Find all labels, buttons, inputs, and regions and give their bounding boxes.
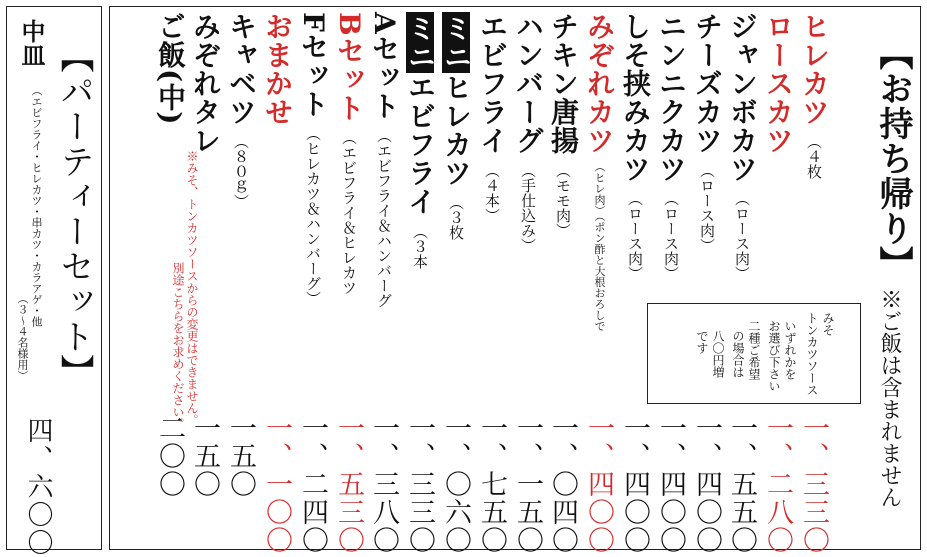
item-name: エビフライ	[476, 12, 509, 155]
menu-item-mizore	[583, 12, 616, 331]
item-note: （３枚	[447, 195, 465, 240]
item-name: ジャンボカツ	[726, 12, 759, 183]
party-title: 【パーティーセット】	[54, 39, 94, 389]
menu-item-mizore-tare	[189, 12, 222, 155]
item-name: チキン唐揚	[547, 12, 580, 155]
item-name: チーズカツ	[691, 12, 724, 155]
party-serves-note: （３～４名様用）	[16, 293, 29, 381]
menu-item-f-set	[297, 12, 330, 306]
item-note: （８０ｇ）	[232, 134, 250, 209]
item-price: 一、四〇〇	[655, 414, 686, 554]
menu-item-cheese	[691, 12, 724, 253]
item-price: 一、四〇〇	[583, 414, 614, 554]
item-price: 一、五五〇	[726, 414, 757, 554]
party-item-name: 中皿	[17, 19, 46, 67]
item-note: （エビフライ＆ヒレカツ	[340, 129, 358, 295]
item-price: 一、〇六〇	[440, 414, 471, 554]
party-set-panel	[6, 6, 102, 557]
item-name: おまかせ	[261, 12, 294, 126]
sauce-change-note-line-2: 別途こちらをお求めください。	[171, 262, 185, 430]
item-price: 一、七五〇	[476, 414, 507, 554]
menu-item-b-set	[333, 12, 366, 295]
item-price: 一五〇	[189, 414, 220, 498]
item-note: （３本	[411, 223, 429, 269]
item-note: （モモ肉）	[554, 162, 572, 238]
menu-item-omakase	[261, 12, 294, 126]
item-note: （ロース肉）	[698, 162, 716, 253]
item-note: （４枚	[805, 134, 823, 179]
item-name: みぞれタレ	[189, 12, 222, 155]
sauce-note-line: お選び下さい	[767, 320, 781, 392]
item-name: ご飯(中)	[154, 12, 187, 125]
item-price: 一、三八〇	[368, 414, 399, 554]
item-price: 一、四〇〇	[691, 414, 722, 554]
menu-item-gohan	[154, 12, 187, 125]
item-name: ロースカツ	[762, 12, 795, 155]
item-name: みぞれカツ	[583, 12, 616, 155]
item-price: 一、一〇〇	[261, 414, 292, 554]
item-price: 一、三三〇	[404, 414, 435, 554]
item-price: 二〇〇	[154, 414, 185, 498]
item-note: （ヒレ肉）（ポン酢と大根おろしで	[593, 160, 606, 331]
mini-badge: ミニ	[440, 14, 473, 71]
sauce-note-line: いずれかを	[783, 320, 797, 380]
menu-item-hamburg	[512, 12, 545, 253]
item-name: エビフライ	[404, 73, 437, 216]
item-price: 一、四〇〇	[619, 414, 650, 554]
menu-item-rosukatsu	[762, 12, 795, 155]
menu-item-mini-hire	[440, 12, 473, 240]
item-price: 一、二四〇	[297, 414, 328, 554]
item-price: 一五〇	[225, 414, 256, 498]
item-note: （ロース肉）	[662, 191, 680, 281]
item-name: ヒレカツ	[440, 73, 473, 187]
party-price: 四、六〇〇	[23, 417, 53, 557]
item-note: （ロース肉）	[733, 191, 751, 281]
item-name: Fセット	[297, 12, 330, 118]
menu-item-shiso	[619, 12, 652, 281]
menu-item-garlic	[655, 12, 688, 281]
sauce-note-line: です	[695, 330, 709, 354]
item-price: 一、一五〇	[512, 414, 543, 554]
takeout-title: 【お持ち帰り】	[873, 36, 913, 281]
item-name: キャベツ	[225, 12, 258, 126]
rice-note: ※ご飯は含まれません	[877, 288, 902, 508]
sauce-note-line: トンカツソース	[805, 312, 819, 396]
item-price: 一、二八〇	[762, 414, 793, 554]
sauce-note-line: みそ	[821, 312, 835, 336]
menu-item-jumbo	[726, 12, 759, 281]
sauce-note-line: の場合は	[731, 330, 745, 378]
item-name: Aセット	[368, 12, 401, 120]
menu-item-ebifry	[476, 12, 509, 223]
item-note: （ヒレカツ＆ハンバーグ）	[304, 125, 322, 306]
item-name: しそ挟みカツ	[619, 12, 652, 183]
item-price: 一、〇四〇	[547, 414, 578, 554]
menu-item-cabbage	[225, 12, 258, 209]
sauce-note-line: 二種ご希望	[747, 320, 761, 380]
item-name: ヒレカツ	[798, 12, 831, 126]
item-note: （ロース肉）	[626, 191, 644, 281]
mini-badge: ミニ	[404, 14, 437, 71]
menu-item-a-set	[368, 12, 401, 308]
item-name: ハンバーグ	[512, 12, 545, 155]
item-name: ニンニクカツ	[655, 12, 688, 183]
item-price: 一、五三〇	[333, 414, 364, 554]
menu-item-hirekatsu	[798, 12, 831, 179]
item-note: （４本）	[483, 162, 501, 223]
item-note: （手仕込み）	[519, 162, 537, 253]
menu-item-karaage	[547, 12, 580, 238]
item-note: （エビフライ＆ハンバーグ	[375, 127, 393, 308]
sauce-change-note-line-1: ※みそ、トンカツソースからの変更はできません。	[185, 150, 199, 426]
item-price: 一、三三〇	[798, 414, 829, 554]
sauce-note-line: 八〇円増	[711, 330, 725, 378]
party-contents-note: （エビフライ・ヒレカツ・串カツ・カラアゲ・他	[30, 85, 43, 327]
item-name: Bセット	[333, 12, 366, 122]
menu-item-mini-ebi	[404, 12, 437, 269]
